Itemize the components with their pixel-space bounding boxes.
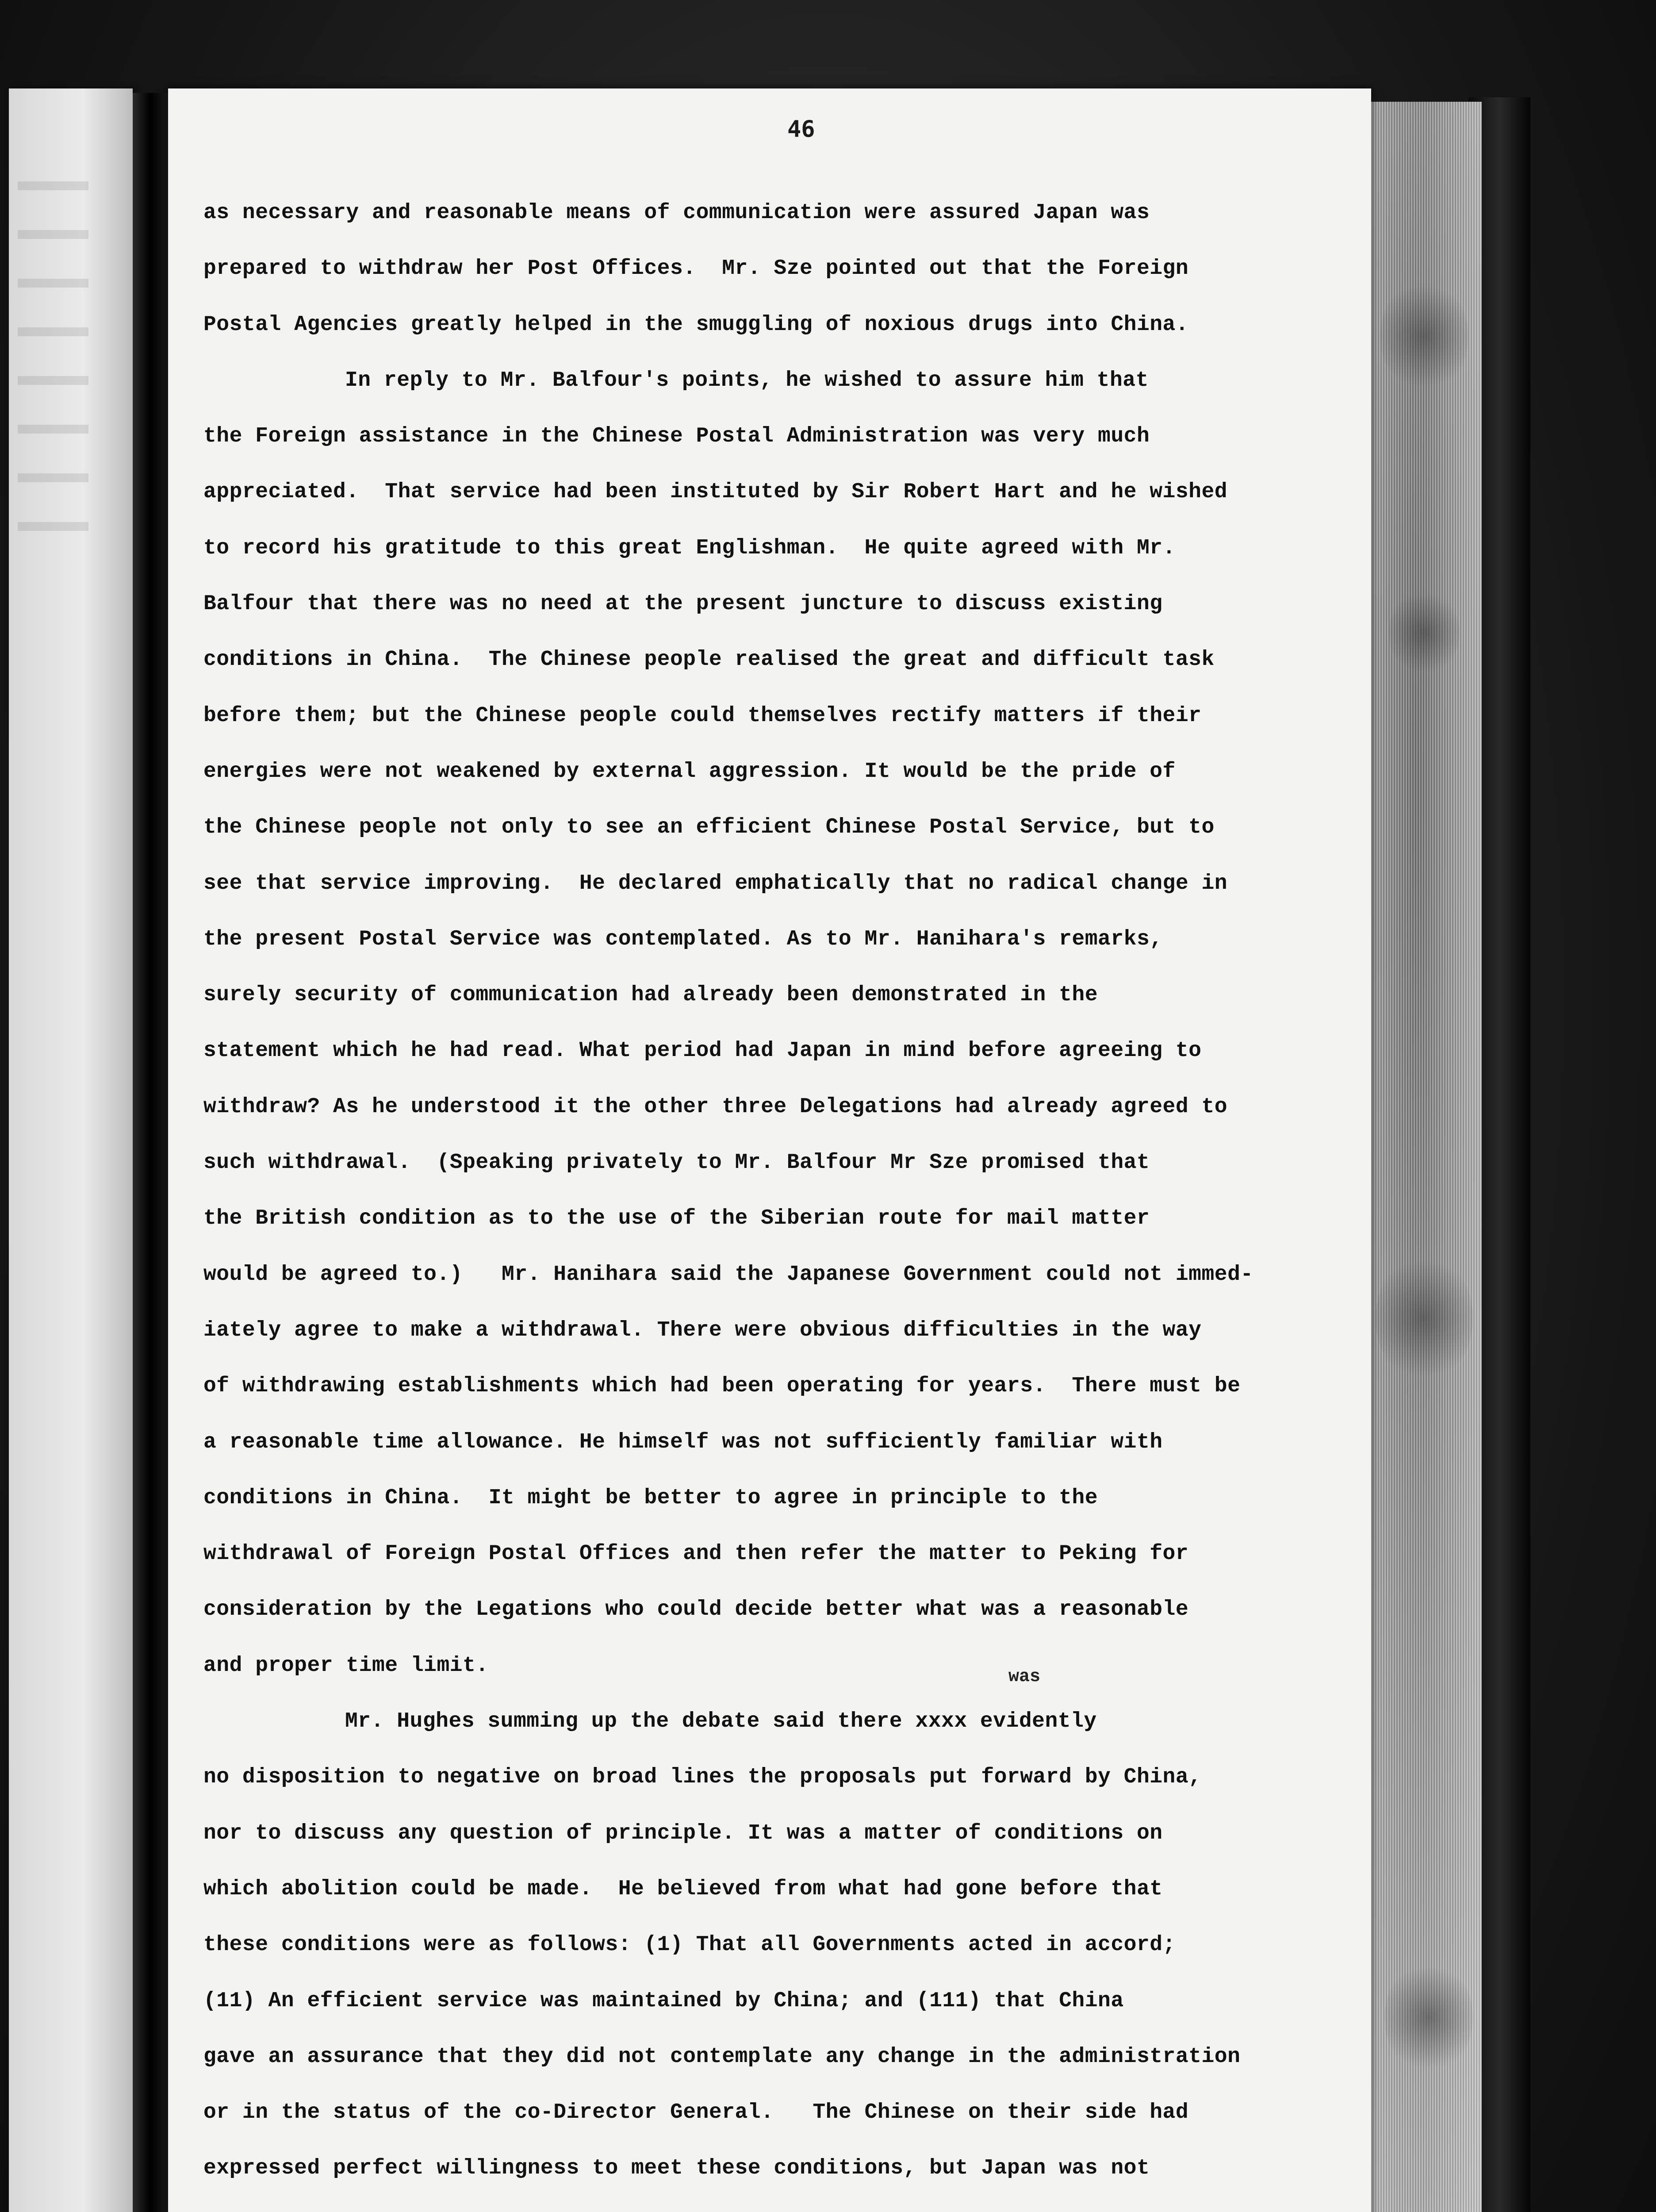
text-line: Postal Agencies greatly helped in the smuggling of noxious drugs into China. [203,312,1189,337]
text-line: iately agree to make a withdrawal. There were obvious difficulties in the way [203,1318,1202,1342]
text-line: conditions in China. The Chinese people realised the great and difficult task [203,648,1215,672]
page-number: 46 [787,116,815,142]
stain-mark [1376,1252,1473,1385]
text-line: conditions in China. It might be better to agree in principle to the [203,1486,1098,1510]
book-gutter [133,93,168,2212]
left-page-marks [18,142,88,540]
text-line: the Foreign assistance in the Chinese Postal Administration was very much [203,424,1150,449]
text-line: withdrawal of Foreign Postal Offices and then refer the matter to Peking for [203,1542,1189,1566]
text-line: statement which he had read. What period had Japan in mind before agreeing to [203,1039,1202,1063]
stain-mark [1380,279,1468,394]
text-line: appreciated. That service had been instituted by Sir Robert Hart and he wished [203,480,1228,504]
text-line: which abolition could be made. He believed from what had gone before that [203,1877,1163,1901]
text-line: no disposition to negative on broad lines the proposals put forward by China, [203,1765,1202,1790]
text-line: the present Postal Service was contemplated. As to Mr. Hanihara's remarks, [203,927,1163,951]
text-line: nor to discuss any question of principle. It was a matter of conditions on [203,1821,1163,1845]
text-line: would be agreed to.) Mr. Hanihara said the Japanese Government could not immed- [203,1262,1254,1286]
text-line: the Chinese people not only to see an efficient Chinese Postal Service, but to [203,815,1215,840]
text-line: the British condition as to the use of the Siberian route for mail matter [203,1206,1150,1231]
page-stack-edges [1371,102,1482,2212]
text-line: before them; but the Chinese people could themselves rectify matters if their [203,703,1202,728]
text-line: surely security of communication had already been demonstrated in the [203,983,1098,1007]
text-line: consideration by the Legations who could decide better what was a reasonable [203,1598,1189,1622]
text-line: Balfour that there was no need at the present juncture to discuss existing [203,592,1163,616]
left-page-edge [9,88,133,2212]
interlinear-correction: was [1008,1667,1041,1687]
text-line: see that service improving. He declared emphatically that no radical change in [203,871,1228,895]
stain-mark [1389,588,1460,677]
text-line: withdraw? As he understood it the other three Delegations had already agreed to [203,1094,1228,1119]
document-page [168,88,1371,2212]
text-line: gave an assurance that they did not contemplate any change in the administration [203,2044,1241,2069]
text-line: as necessary and reasonable means of communication were assured Japan was [203,201,1150,225]
text-line: of withdrawing establishments which had been operating for years. There must be [203,1374,1241,1398]
text-line: to record his gratitude to this great Englishman. He quite agreed with Mr. [203,536,1176,560]
text-line: prepared to withdraw her Post Offices. Mr. Sze pointed out that the Foreign [203,257,1189,281]
text-line: expressed perfect willingness to meet these conditions, but Japan was not [203,2156,1150,2181]
text-line: energies were not weakened by external aggression. It would be the pride of [203,759,1176,783]
text-line: (11) An efficient service was maintained by China; and (111) that China [203,1989,1124,2013]
text-line: these conditions were as follows: (1) That all Governments acted in accord; [203,1933,1176,1957]
body-text [203,185,1362,2197]
text-line: such withdrawal. (Speaking privately to Mr. Balfour Mr Sze promised that [203,1151,1150,1175]
paragraph-start-line: In reply to Mr. Balfour's points, he wished to assure him that [345,368,1149,392]
text-line: or in the status of the co-Director General. The Chinese on their side had [203,2101,1189,2125]
text-line: a reasonable time allowance. He himself was not sufficiently familiar with [203,1430,1163,1454]
stain-mark [1384,1960,1473,2075]
text-line: and proper time limit. [203,1653,489,1678]
paragraph-start-line: Mr. Hughes summing up the debate said there xxxx evidently [345,1709,1097,1734]
